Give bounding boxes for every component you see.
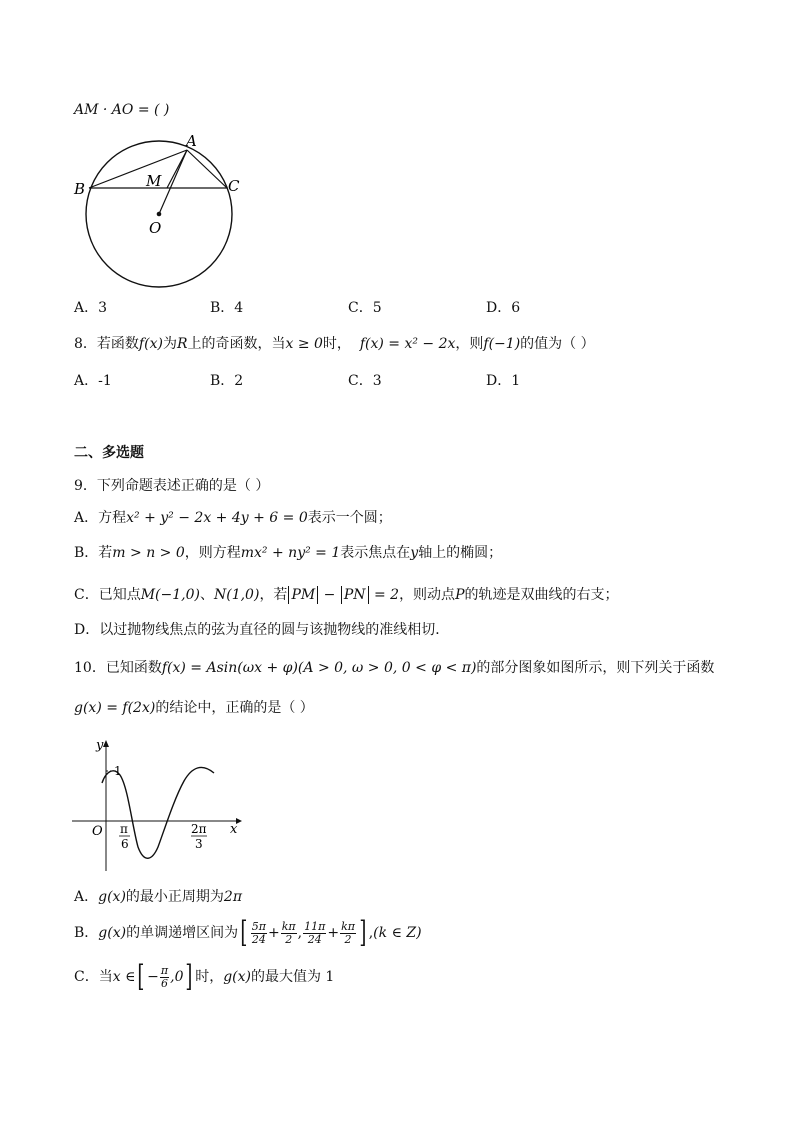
q10-sine-graph: [70, 735, 250, 875]
label-y: y: [96, 738, 104, 753]
q7-option-a: A．3: [74, 300, 108, 316]
q10-stem-line1: 10．已知函数f(x) = Asin(ωx + φ)(A > 0, ω > 0, 0 < φ < π)的部分图象如图所示，则下列关于函数: [74, 660, 715, 676]
label-m: M: [146, 172, 162, 190]
label-twopi: 2π: [191, 822, 207, 836]
frac-kpi-2: $\frac{k\pi}{2}$: [281, 919, 296, 946]
label-b: B: [74, 180, 86, 198]
q10-option-c: C．当x ∈[ − $\frac{\pi}{6}$ ,0] 时，g(x)的最大值为 1: [74, 959, 335, 994]
label-one: 1: [114, 764, 122, 778]
label-six: 6: [121, 837, 129, 851]
q8-option-d: D．1: [486, 373, 521, 389]
label-three: 3: [195, 837, 203, 851]
q7-expression: AM · AO = ( ): [74, 102, 170, 118]
y-axis-arrow: [103, 740, 109, 747]
frac-pi-6: $\frac{\pi}{6}$: [160, 963, 169, 990]
label-pi: π: [120, 822, 128, 836]
frac-11pi-24: $\frac{11\pi}{24}$: [304, 919, 326, 946]
frac-kpi-2b: $\frac{k\pi}{2}$: [341, 919, 355, 946]
q7-option-b: B．4: [210, 300, 244, 316]
label-x: x: [230, 822, 238, 837]
center-dot: [157, 212, 162, 217]
label-c: C: [228, 177, 240, 195]
q7-circle-diagram: [70, 128, 250, 288]
q8-option-a: A．-1: [74, 373, 112, 389]
section-heading: 二、多选题: [74, 445, 144, 461]
q10-stem-line2: g(x) = f(2x)的结论中，正确的是（ ）: [74, 700, 314, 716]
q9-option-c: C．已知点M(−1,0)、N(1,0)，若 PM − PN = 2，则动点P的轨迹是双曲线的右支；: [74, 587, 619, 603]
q9-option-d: D．以过抛物线焦点的弦为直径的圆与该抛物线的准线相切．: [74, 622, 450, 638]
segment-ac: [187, 150, 227, 188]
q9-stem: 9．下列命题表述正确的是（ ）: [74, 478, 270, 494]
q9-option-a: A．方程x² + y² − 2x + 4y + 6 = 0表示一个圆；: [74, 510, 392, 526]
label-o: O: [149, 219, 162, 237]
q7-option-c: C．5: [348, 300, 382, 316]
q8-option-b: B．2: [210, 373, 244, 389]
label-a: A: [186, 132, 197, 150]
q10-option-a: A．g(x)的最小正周期为2π: [74, 889, 243, 905]
q8-stem: 8．若函数f(x)为R上的奇函数，当x ≥ 0时， f(x) = x² − 2x，则f(−1)的值为（ ）: [74, 336, 595, 352]
label-origin: O: [92, 824, 103, 839]
q7-option-d: D．6: [486, 300, 521, 316]
q10-option-b: B．g(x)的单调递增区间为[ $\frac{5\pi}{24}$ + $\frac{k\pi}{2}$ , $\frac{11\pi}{24}$ + $\frac{k\pi}{2}$ ] ,(k ∈ Z): [74, 915, 422, 950]
frac-5pi-24: $\frac{5\pi}{24}$: [251, 919, 267, 946]
q9-option-b: B．若m > n > 0，则方程mx² + ny² = 1表示焦点在y轴上的椭圆；: [74, 545, 503, 561]
q8-option-c: C．3: [348, 373, 382, 389]
